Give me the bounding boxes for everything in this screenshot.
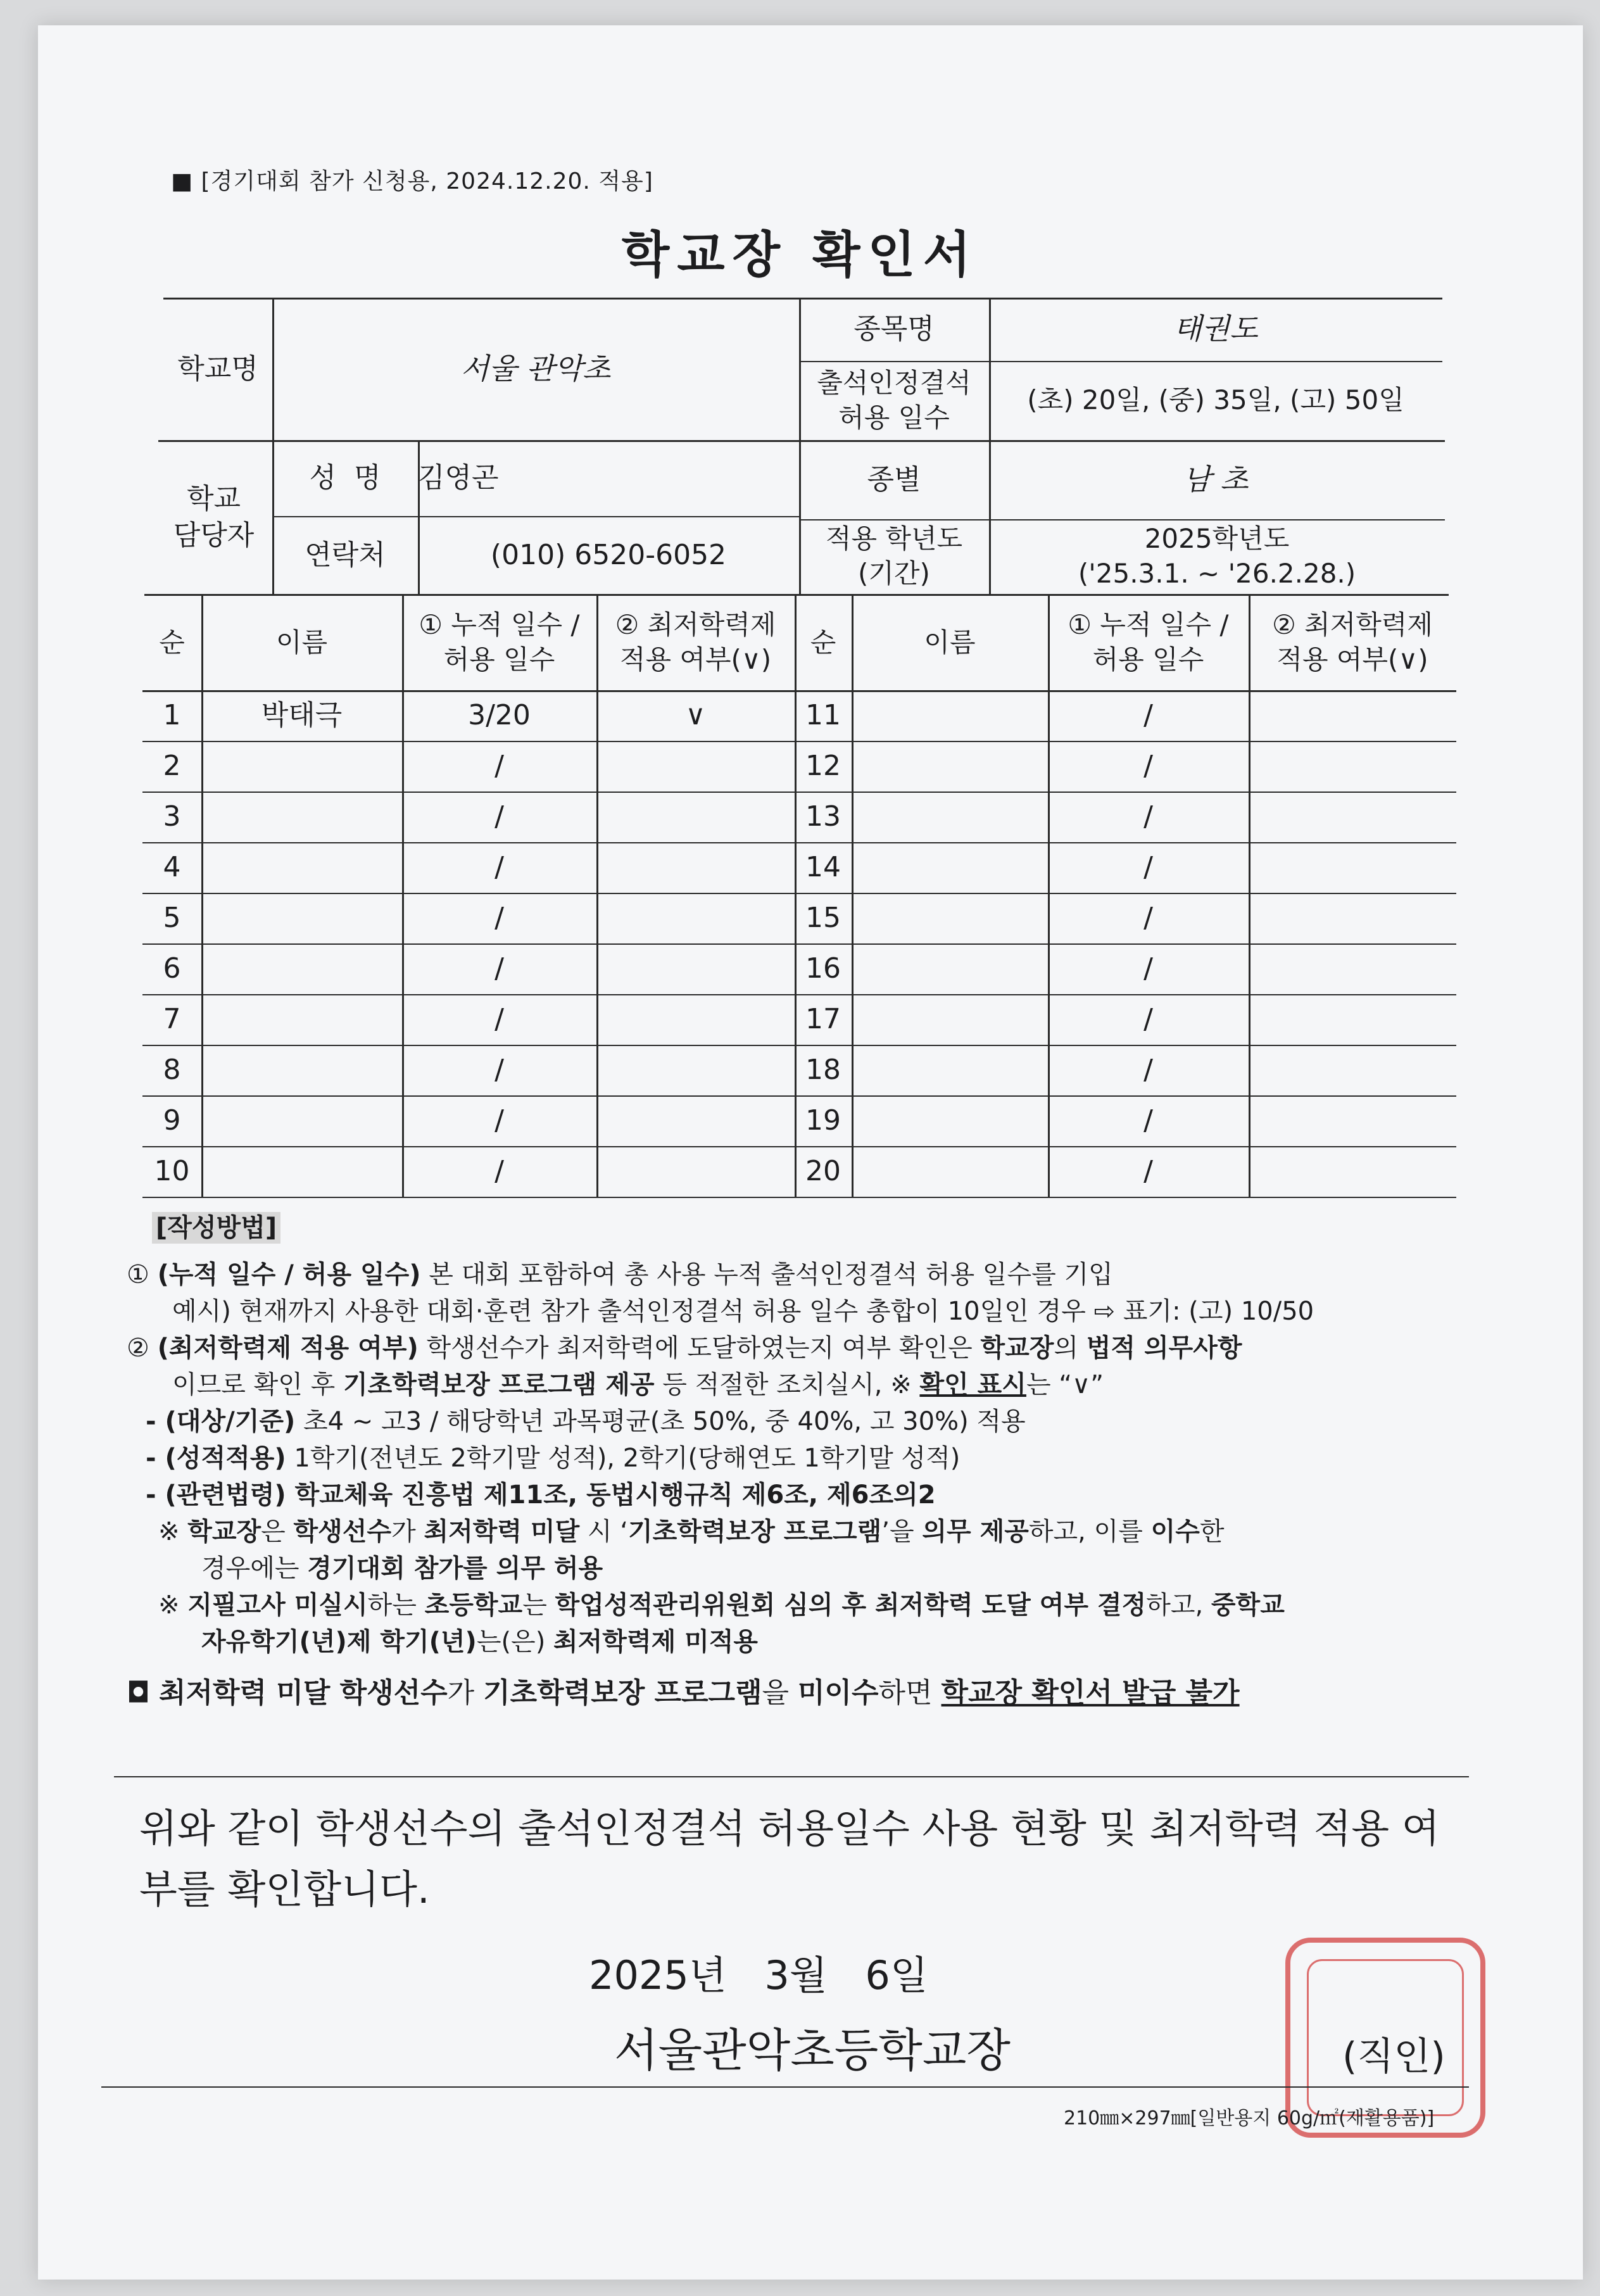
category-label: 종별 bbox=[867, 463, 921, 496]
warning-b2: 기초학력보장 프로그램 bbox=[483, 1677, 762, 1709]
table-cell-days: / bbox=[494, 1003, 504, 1036]
closing-statement: 위와 같이 학생선수의 출석인정결석 허용일수 사용 현황 및 최저학력 적용 여부를 확인합니다. bbox=[139, 1805, 1440, 1913]
item1-example: 예시) 현재까지 사용한 대회·훈련 참가 출석인정결석 허용 일수 총합이 10일인 경우 ⇨ 표기: (고) 10/50 bbox=[172, 1297, 1314, 1326]
table-cell-name bbox=[852, 842, 1048, 893]
year-value: 2025학년도 ('25.3.1. ~ '26.2.28.) bbox=[1078, 523, 1356, 589]
seal-label: (직인) bbox=[1342, 2034, 1446, 2079]
school-value: 서울 관악초 bbox=[460, 351, 611, 386]
table-cell-name bbox=[201, 893, 402, 943]
table-cell-name bbox=[201, 1146, 402, 1197]
note1-b4: 기초학력보장 프로그램 bbox=[628, 1517, 882, 1546]
item1-text: 본 대회 포함하여 총 사용 누적 출석인정결석 허용 일수를 기입 bbox=[420, 1260, 1113, 1289]
table-header-name: 이름 bbox=[924, 626, 976, 658]
table-cell-no: 17 bbox=[805, 1003, 841, 1036]
note2-t2: 는 bbox=[522, 1591, 555, 1620]
item2-bold-mark: 확인 표시 bbox=[919, 1370, 1026, 1399]
table-cell-days: / bbox=[494, 1104, 504, 1137]
note1-line2-b: 경기대회 참가를 의무 허용 bbox=[307, 1554, 603, 1583]
table-cell-check bbox=[1249, 893, 1456, 943]
table-cell-no: 5 bbox=[163, 902, 181, 935]
table-cell-days: / bbox=[1143, 800, 1153, 833]
table-cell-name bbox=[201, 994, 402, 1045]
table-cell-name bbox=[201, 792, 402, 842]
table-cell-days: / bbox=[1143, 1054, 1153, 1087]
note1-b2: 학생선수 bbox=[293, 1517, 392, 1546]
table-header-no: 순 bbox=[159, 626, 185, 658]
sub1-title: - (대상/기준) bbox=[146, 1407, 296, 1436]
name-label: 성 명 bbox=[309, 462, 381, 495]
item2-bold-duty: 법적 의무사항 bbox=[1086, 1334, 1242, 1363]
name-value: 김영곤 bbox=[418, 462, 499, 495]
warning-t3: 하면 bbox=[878, 1677, 942, 1709]
table-cell-days: / bbox=[494, 902, 504, 935]
table-cell-days: / bbox=[1143, 750, 1153, 783]
instructions-heading: [작성방법] bbox=[152, 1212, 280, 1244]
table-cell-check bbox=[1249, 792, 1456, 842]
table-cell-name bbox=[201, 741, 402, 792]
contact-label: 연락처 bbox=[305, 538, 386, 571]
table-cell-days: / bbox=[494, 851, 504, 884]
table-cell-name bbox=[852, 1045, 1048, 1095]
note1-b5: 의무 제공 bbox=[922, 1517, 1029, 1546]
table-cell-no: 14 bbox=[805, 851, 841, 884]
note2-t1: 하는 bbox=[367, 1591, 425, 1620]
table-cell-check bbox=[1249, 994, 1456, 1045]
note2-line2-a: 자유학기(년)제 학기(년) bbox=[201, 1627, 477, 1656]
table-cell-days: / bbox=[1143, 902, 1153, 935]
note1-t1: 은 bbox=[261, 1517, 294, 1546]
table-cell-no: 11 bbox=[805, 699, 841, 732]
table-cell-name: 박태극 bbox=[261, 699, 343, 732]
table-cell-no: 1 bbox=[163, 699, 181, 732]
table-cell-no: 12 bbox=[805, 750, 841, 783]
table-cell-check bbox=[596, 1146, 795, 1197]
table-cell-days: 3/20 bbox=[468, 699, 531, 732]
table-cell-name bbox=[852, 1095, 1048, 1146]
table-cell-check bbox=[1249, 842, 1456, 893]
year-label: 적용 학년도 (기간) bbox=[825, 523, 963, 589]
table-cell-no: 4 bbox=[163, 851, 181, 884]
table-cell-name bbox=[201, 1045, 402, 1095]
note2-line2-b: 는(은) bbox=[476, 1627, 554, 1656]
absence-allowance-label: 출석인정결석 허용 일수 bbox=[817, 367, 971, 433]
note2-b3: 학업성적관리위원회 심의 후 최저학력 도달 여부 결정 bbox=[555, 1591, 1147, 1620]
table-cell-check bbox=[596, 943, 795, 994]
table-cell-check: ∨ bbox=[685, 699, 706, 732]
principal-name: 서울관악초등학교장 bbox=[614, 2024, 1011, 2077]
table-cell-name bbox=[201, 842, 402, 893]
table-cell-no: 10 bbox=[154, 1155, 190, 1188]
table-cell-check bbox=[1249, 741, 1456, 792]
warning-b4: 학교장 확인서 발급 불가 bbox=[941, 1677, 1240, 1709]
table-header-days: ① 누적 일수 / 허용 일수 bbox=[419, 609, 580, 675]
item2-title: (최저학력제 적용 여부) bbox=[157, 1334, 419, 1363]
table-cell-days: / bbox=[1143, 1155, 1153, 1188]
item2-line2-c: 는 “∨” bbox=[1026, 1370, 1104, 1399]
note1-b6: 이수 bbox=[1150, 1517, 1200, 1546]
note2-b4: 중학교 bbox=[1211, 1591, 1285, 1620]
table-cell-name bbox=[852, 741, 1048, 792]
table-cell-no: 18 bbox=[805, 1054, 841, 1087]
sub1-text: 초4 ~ 고3 / 해당학년 과목평균(초 50%, 중 40%, 고 30%) 적용 bbox=[295, 1407, 1026, 1436]
note1-line2-a: 경우에는 bbox=[201, 1554, 308, 1583]
note2-b2: 초등학교 bbox=[424, 1591, 523, 1620]
event-value: 태권도 bbox=[1173, 312, 1258, 346]
issue-date: 2025년 3월 6일 bbox=[589, 1952, 928, 1998]
table-cell-no: 2 bbox=[163, 750, 181, 783]
item2-line2-a: 이므로 확인 후 bbox=[172, 1370, 343, 1399]
table-cell-name bbox=[852, 792, 1048, 842]
table-cell-days: / bbox=[1143, 1003, 1153, 1036]
table-cell-no: 9 bbox=[163, 1104, 181, 1137]
note1-t5: 하고, 이를 bbox=[1028, 1517, 1151, 1546]
table-cell-days: / bbox=[1143, 851, 1153, 884]
table-cell-check bbox=[596, 893, 795, 943]
table-cell-check bbox=[596, 1045, 795, 1095]
table-header-days: ① 누적 일수 / 허용 일수 bbox=[1068, 609, 1229, 675]
note2-t3: 하고, bbox=[1146, 1591, 1211, 1620]
table-cell-days: / bbox=[494, 800, 504, 833]
warning-t2: 을 bbox=[762, 1677, 798, 1709]
table-cell-days: / bbox=[1143, 699, 1153, 732]
note2-line2-c: 최저학력제 미적용 bbox=[553, 1627, 759, 1656]
table-header-no: 순 bbox=[810, 626, 836, 658]
table-cell-no: 3 bbox=[163, 800, 181, 833]
table-cell-check bbox=[596, 741, 795, 792]
table-cell-check bbox=[1249, 943, 1456, 994]
table-cell-check bbox=[596, 994, 795, 1045]
table-cell-name bbox=[201, 1095, 402, 1146]
note1-t6: 한 bbox=[1199, 1517, 1225, 1546]
table-cell-check bbox=[596, 1095, 795, 1146]
table-header-name: 이름 bbox=[275, 626, 328, 658]
warning-icon: ◘ bbox=[127, 1677, 150, 1709]
table-cell-check bbox=[1249, 1095, 1456, 1146]
item2-bold-program: 기초학력보장 프로그램 제공 bbox=[343, 1370, 655, 1399]
table-cell-days: / bbox=[494, 750, 504, 783]
table-cell-days: / bbox=[494, 1155, 504, 1188]
item2-text-2: 의 bbox=[1054, 1334, 1087, 1363]
note2-b1: 지필고사 미실시 bbox=[187, 1591, 368, 1620]
table-cell-name bbox=[852, 893, 1048, 943]
instructions bbox=[127, 1209, 1475, 1713]
table-cell-no: 8 bbox=[163, 1054, 181, 1087]
sub3-law: - (관련법령) 학교체육 진흥법 제11조, 동법시행규칙 제6조, 제6조의2 bbox=[146, 1480, 936, 1510]
note1-t4: ’을 bbox=[881, 1517, 923, 1546]
absence-allowance-value: (초) 20일, (중) 35일, (고) 50일 bbox=[1027, 384, 1404, 416]
table-cell-check bbox=[1249, 690, 1456, 741]
table-cell-check bbox=[596, 792, 795, 842]
item1-mark: ① bbox=[127, 1260, 149, 1289]
table-cell-days: / bbox=[494, 1054, 504, 1087]
event-label: 종목명 bbox=[854, 313, 935, 346]
contact-value: (010) 6520-6052 bbox=[490, 538, 727, 571]
closing-divider bbox=[114, 1776, 1469, 1777]
table-cell-no: 15 bbox=[805, 902, 841, 935]
table-cell-check bbox=[1249, 1045, 1456, 1095]
document-title: 학교장 확인서 bbox=[621, 227, 979, 284]
note1-t2: 가 bbox=[391, 1517, 424, 1546]
table-header-minimum: ② 최저학력제 적용 여부(∨) bbox=[1272, 609, 1433, 675]
warning-b1: 최저학력 미달 학생선수 bbox=[158, 1677, 448, 1709]
warning-t1: 가 bbox=[447, 1677, 484, 1709]
manager-label: 학교 담당자 bbox=[173, 483, 255, 552]
table-cell-name bbox=[852, 690, 1048, 741]
table-header-minimum: ② 최저학력제 적용 여부(∨) bbox=[615, 609, 776, 675]
table-cell-name bbox=[852, 1146, 1048, 1197]
school-label: 학교명 bbox=[177, 352, 258, 385]
note1-b3: 최저학력 미달 bbox=[424, 1517, 580, 1546]
table-cell-days: / bbox=[494, 952, 504, 985]
table-cell-check bbox=[1249, 1146, 1456, 1197]
table-cell-name bbox=[201, 943, 402, 994]
warning-b3: 미이수 bbox=[798, 1677, 879, 1709]
table-cell-no: 6 bbox=[163, 952, 181, 985]
sub2-title: - (성적적용) bbox=[146, 1444, 286, 1473]
note1-b1: 학교장 bbox=[187, 1517, 261, 1546]
table-cell-name bbox=[852, 994, 1048, 1045]
table-cell-no: 7 bbox=[163, 1003, 181, 1036]
table-cell-no: 20 bbox=[805, 1155, 841, 1188]
table-row-line bbox=[142, 1197, 1456, 1198]
item2-mark: ② bbox=[127, 1334, 149, 1363]
table-cell-no: 19 bbox=[805, 1104, 841, 1137]
note1-t3: 시 ‘ bbox=[579, 1517, 628, 1546]
note2-mark: ※ bbox=[158, 1591, 188, 1620]
note1-mark: ※ bbox=[158, 1517, 188, 1546]
form-header-note: ■ [경기대회 참가 신청용, 2024.12.20. 적용] bbox=[171, 168, 653, 194]
sub2-text: 1학기(전년도 2학기말 성적), 2학기(당해연도 1학기말 성적) bbox=[286, 1444, 961, 1473]
category-value: 남 초 bbox=[1183, 462, 1249, 496]
table-cell-no: 16 bbox=[805, 952, 841, 985]
table-cell-name bbox=[852, 943, 1048, 994]
item2-line2-b: 등 적절한 조치실시, ※ bbox=[654, 1370, 920, 1399]
item2-bold-principal: 학교장 bbox=[980, 1334, 1054, 1363]
item2-text-1: 학생선수가 최저학력에 도달하였는지 여부 확인은 bbox=[418, 1334, 981, 1363]
table-cell-check bbox=[596, 842, 795, 893]
footer-divider bbox=[101, 2086, 1469, 2088]
table-cell-days: / bbox=[1143, 1104, 1153, 1137]
table-cell-days: / bbox=[1143, 952, 1153, 985]
table-cell-no: 13 bbox=[805, 800, 841, 833]
paper-spec: 210㎜×297㎜[일반용지 60g/㎡(재활용품)] bbox=[1064, 2107, 1435, 2129]
item1-title: (누적 일수 / 허용 일수) bbox=[157, 1260, 421, 1289]
